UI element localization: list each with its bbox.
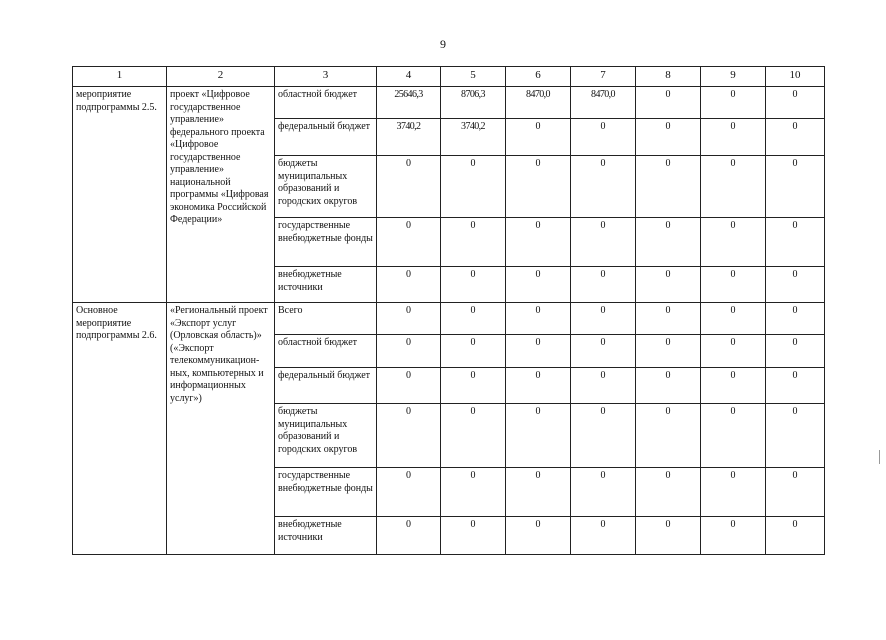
table-row [73, 303, 825, 335]
header-cell: 9 [701, 67, 766, 87]
value-cell: 0 [636, 303, 701, 335]
value-cell: 0 [766, 218, 825, 267]
value-cell: 0 [636, 368, 701, 404]
source-cell: федеральный бюджет [275, 119, 377, 156]
value-cell: 25646,3 [377, 87, 441, 119]
event-cell: мероприятие подпрограммы 2.5. [73, 87, 167, 303]
value-cell: 8470,0 [506, 87, 571, 119]
value-cell: 0 [377, 267, 441, 303]
value-cell: 0 [441, 267, 506, 303]
header-cell: 4 [377, 67, 441, 87]
value-cell: 8470,0 [571, 87, 636, 119]
header-cell: 3 [275, 67, 377, 87]
value-cell: 0 [701, 368, 766, 404]
value-cell: 8706,3 [441, 87, 506, 119]
value-cell: 0 [506, 119, 571, 156]
value-cell: 0 [636, 119, 701, 156]
header-cell: 2 [167, 67, 275, 87]
event-cell: Основное мероприятие подпрограммы 2.6. [73, 303, 167, 555]
header-cell: 7 [571, 67, 636, 87]
value-cell: 0 [766, 368, 825, 404]
source-cell: бюджеты муниципальных образований и городских округов [275, 404, 377, 468]
project-cell: проект «Цифровое государственное управление» федерального проекта «Цифровое государственное управление» национальной программы «Цифровая экономика Российской Федерации» [167, 87, 275, 303]
value-cell: 0 [701, 468, 766, 517]
value-cell: 0 [506, 218, 571, 267]
source-cell: областной бюджет [275, 335, 377, 368]
value-cell: 0 [701, 404, 766, 468]
source-cell: бюджеты муниципальных образований и городских округов [275, 156, 377, 218]
value-cell: 0 [377, 517, 441, 555]
source-cell: областной бюджет [275, 87, 377, 119]
value-cell: 0 [766, 87, 825, 119]
value-cell: 0 [377, 218, 441, 267]
value-cell: 0 [377, 404, 441, 468]
value-cell: 0 [636, 87, 701, 119]
value-cell: 0 [571, 468, 636, 517]
value-cell: 0 [571, 335, 636, 368]
project-cell: «Региональный проект «Экспорт услуг (Орловская область)» («Экспорт телекоммуникацион-ных, компьютерных и информационных услуг») [167, 303, 275, 555]
value-cell: 0 [506, 468, 571, 517]
value-cell: 0 [701, 87, 766, 119]
value-cell: 3740,2 [441, 119, 506, 156]
value-cell: 0 [377, 368, 441, 404]
value-cell: 0 [441, 468, 506, 517]
value-cell: 0 [441, 517, 506, 555]
value-cell: 0 [571, 267, 636, 303]
value-cell: 0 [441, 303, 506, 335]
value-cell: 0 [766, 303, 825, 335]
value-cell: 3740,2 [377, 119, 441, 156]
value-cell: 0 [377, 303, 441, 335]
value-cell: 0 [571, 156, 636, 218]
value-cell: 0 [701, 517, 766, 555]
value-cell: 0 [701, 267, 766, 303]
value-cell: 0 [441, 218, 506, 267]
value-cell: 0 [441, 156, 506, 218]
source-cell: внебюджетные источники [275, 267, 377, 303]
page-number: 9 [440, 37, 446, 51]
header-cell: 1 [73, 67, 167, 87]
header-cell: 6 [506, 67, 571, 87]
value-cell: 0 [377, 156, 441, 218]
value-cell: 0 [766, 119, 825, 156]
value-cell: 0 [701, 218, 766, 267]
value-cell: 0 [506, 335, 571, 368]
value-cell: 0 [766, 156, 825, 218]
value-cell: 0 [636, 156, 701, 218]
value-cell: 0 [766, 404, 825, 468]
value-cell: 0 [766, 267, 825, 303]
value-cell: 0 [571, 303, 636, 335]
value-cell: 0 [636, 335, 701, 368]
value-cell: 0 [506, 156, 571, 218]
source-cell: Всего [275, 303, 377, 335]
value-cell: 0 [766, 517, 825, 555]
header-cell: 10 [766, 67, 825, 87]
source-cell: внебюджетные источники [275, 517, 377, 555]
value-cell: 0 [506, 404, 571, 468]
value-cell: 0 [377, 335, 441, 368]
value-cell: 0 [766, 468, 825, 517]
value-cell: 0 [571, 404, 636, 468]
value-cell: 0 [571, 517, 636, 555]
value-cell: 0 [571, 218, 636, 267]
value-cell: 0 [701, 303, 766, 335]
value-cell: 0 [506, 368, 571, 404]
value-cell: 0 [701, 335, 766, 368]
value-cell: 0 [636, 404, 701, 468]
table-row [73, 87, 825, 119]
value-cell: 0 [636, 517, 701, 555]
value-cell: 0 [571, 368, 636, 404]
value-cell: 0 [441, 335, 506, 368]
value-cell: 0 [441, 404, 506, 468]
source-cell: государственные внебюджетные фонды [275, 218, 377, 267]
header-row [73, 67, 825, 87]
source-cell: государственные внебюджетные фонды [275, 468, 377, 517]
header-cell: 8 [636, 67, 701, 87]
value-cell: 0 [506, 267, 571, 303]
value-cell: 0 [571, 119, 636, 156]
value-cell: 0 [636, 218, 701, 267]
value-cell: 0 [701, 119, 766, 156]
header-cell: 5 [441, 67, 506, 87]
budget-table [72, 66, 825, 555]
value-cell: 0 [441, 368, 506, 404]
value-cell: 0 [506, 303, 571, 335]
scan-mark [879, 450, 880, 464]
source-cell: федеральный бюджет [275, 368, 377, 404]
value-cell: 0 [377, 468, 441, 517]
value-cell: 0 [766, 335, 825, 368]
value-cell: 0 [701, 156, 766, 218]
value-cell: 0 [636, 267, 701, 303]
value-cell: 0 [506, 517, 571, 555]
value-cell: 0 [636, 468, 701, 517]
